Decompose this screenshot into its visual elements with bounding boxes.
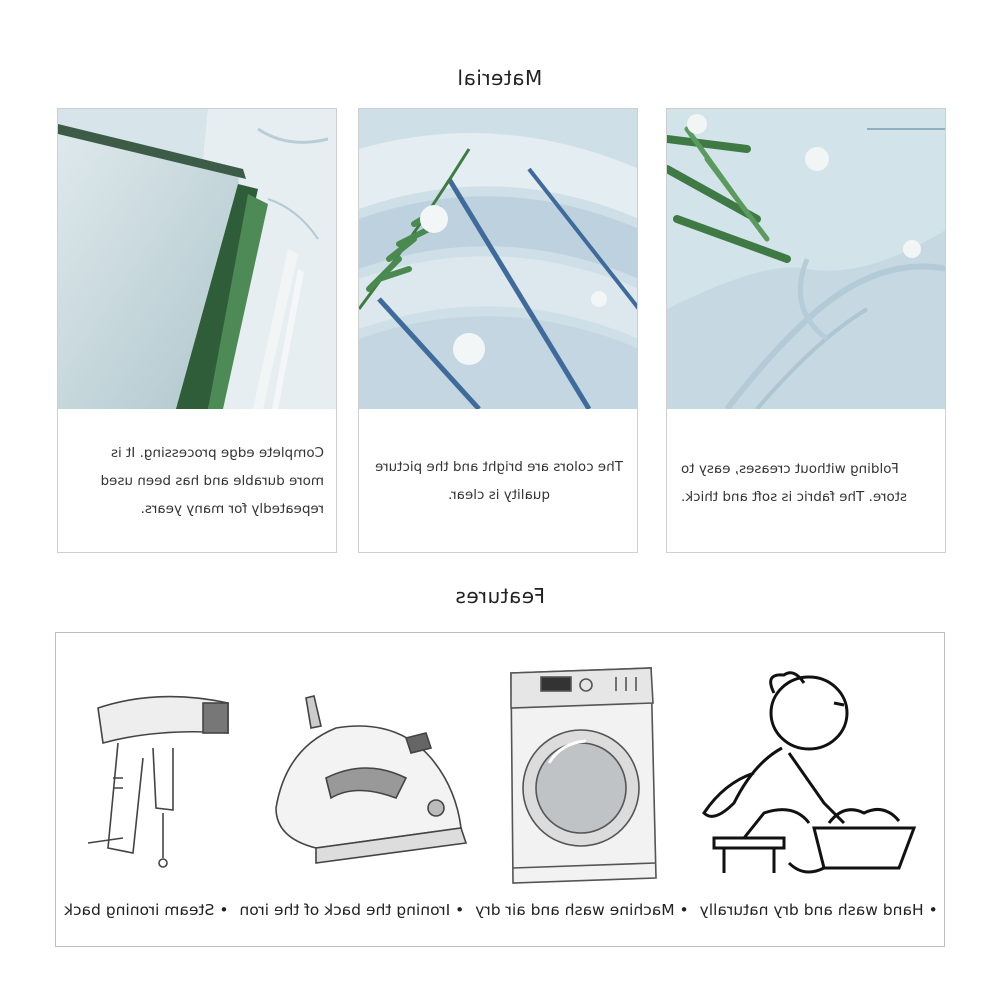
hand-washing-child-icon [694,663,924,878]
material-card-edge [57,108,337,553]
features-title: Features [455,584,545,608]
material-card-text: Complete edge processing. It is more durable and has been used repeatedly for many years. [100,445,324,517]
material-card-text: Folding without creases, easy to store. The fabric is soft and thick. [681,461,908,505]
features-panel [55,632,945,947]
caption-machine-wash: • Machine wash and air dry [475,901,689,919]
captions-mirror-group [61,901,941,919]
material-card-colors [358,108,638,553]
garment-steamer-icon [78,688,238,873]
fabric-twist-photo [667,109,946,409]
caption-hand-wash: • Hand wash and dry naturally [699,901,938,919]
material-card-text: The colors are bright and the picture quality is clear. [375,459,623,503]
fabric-folds-photo [359,109,638,409]
iron-icon [256,688,471,868]
material-title: Material [457,66,543,90]
material-card-fold [666,108,946,553]
washing-machine-icon [501,663,661,888]
caption-steam-ironing: • Steam ironing back [64,901,229,919]
features-captions [56,901,946,919]
fabric-edge-photo [58,109,337,409]
caption-ironing-back: • Ironing the back of the iron [239,901,465,919]
